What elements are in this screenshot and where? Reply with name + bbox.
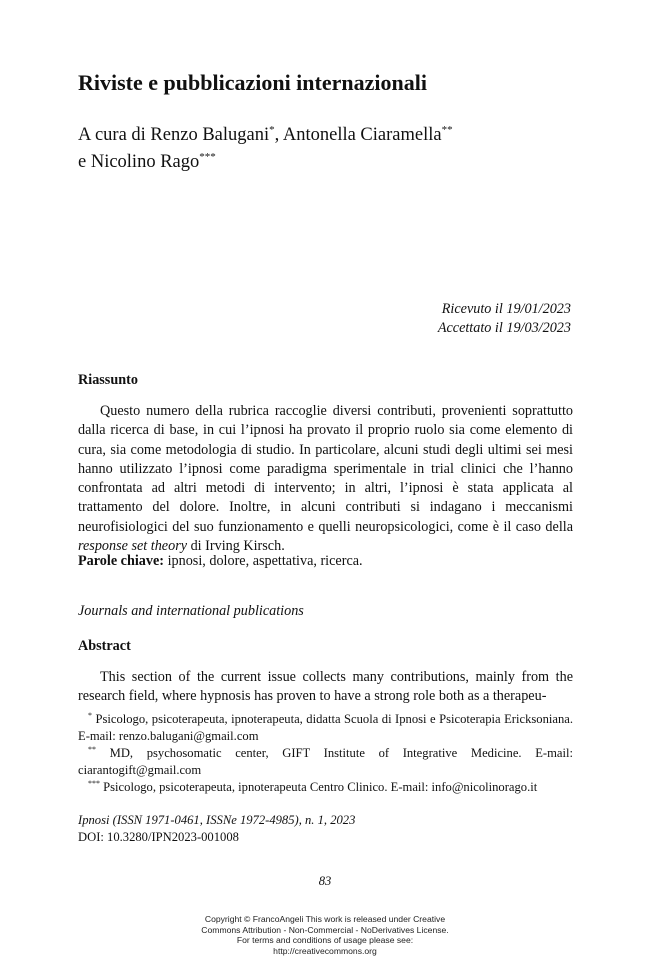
- journal-citation: Ipnosi (ISSN 1971-0461, ISSNe 1972-4985), n. 1, 2023: [78, 813, 356, 827]
- page-number: 83: [318, 874, 332, 888]
- footnote-2: [78, 745, 573, 779]
- license-link[interactable]: http://creativecommons.org: [273, 945, 377, 956]
- author-antonella-ciaramella: , Antonella Ciaramella: [274, 125, 442, 145]
- footnote-3-mark: ***: [88, 779, 100, 788]
- riassunto-text-end: di Irving Kirsch.: [187, 538, 285, 555]
- riassunto-text: Questo numero della rubrica raccoglie diversi contributi, provenienti soprattutto dalla ricerca di base, in cui l’ipnosi ha provato il proprio ruolo sia come elemento di cura, sia come metodologia di studio. In particolare, alcuni studi degli ultimi sei mesi hanno utilizzato l’ipnosi come paradigma sperimentale in trial clinici che l’hanno confrontata ad altri metodi di intervento; in altri, l’ipnosi è stata applicata al trattamento del dolore. Inoltre, in alcuni contributi si indagano i meccanismi neurofisiologici del suo funzionamento e quelli neuropsicologici, come è il caso della: [78, 403, 573, 535]
- license-notice: [0, 914, 650, 956]
- keywords-label: Parole chiave:: [78, 553, 165, 569]
- footnote-1-text: Psicologo, psicoterapeuta, ipnoterapeuta, didatta Scuola di Ipnosi e Psicoterapia Ericksoniana. E-mail: renzo.balugani@gmail.com: [78, 712, 573, 743]
- license-line-2: Commons Attribution - Non-Commercial - NoDerivatives License.: [201, 924, 449, 935]
- license-line-1: Copyright © FrancoAngeli This work is released under Creative: [204, 914, 446, 924]
- keywords-line: [78, 552, 573, 571]
- footnote-mark-1: *: [269, 124, 275, 136]
- footnote-2-mark: **: [88, 745, 96, 754]
- accepted-date: Accettato il 19/03/2023: [437, 320, 571, 336]
- footnote-1-mark: *: [88, 711, 92, 720]
- received-date: Ricevuto il 19/01/2023: [441, 301, 571, 317]
- footnotes: [78, 711, 573, 796]
- author-list: [78, 122, 598, 176]
- footnote-mark-2: **: [441, 124, 453, 136]
- riassunto-paragraph: [78, 402, 573, 556]
- footnote-2-text: MD, psychosomatic center, GIFT Institute of Integrative Medicine. E-mail: ciarantogift@gmail.com: [78, 746, 573, 777]
- license-line-3: For terms and conditions of usage please see:: [236, 935, 414, 946]
- abstract-paragraph: This section of the current issue collects many contributions, mainly from the research field, where hypnosis has proven to have a strong role both as a therapeu-: [78, 669, 573, 705]
- keywords-text: ipnosi, dolore, aspettativa, ricerca.: [164, 553, 363, 569]
- article-title: Riviste e pubblicazioni internazionali: [78, 70, 427, 95]
- author-nicolino-rago: e Nicolino Rago: [78, 152, 200, 172]
- riassunto-heading: Riassunto: [78, 372, 138, 388]
- author-renzo-balugani: A cura di Renzo Balugani: [78, 125, 270, 145]
- footnote-3: [78, 779, 573, 796]
- doi: DOI: 10.3280/IPN2023-001008: [78, 830, 239, 844]
- footnote-3-text: Psicologo, psicoterapeuta, ipnoterapeuta Centro Clinico. E-mail: info@nicolinorago.it: [100, 780, 538, 794]
- footnote-1: [78, 711, 573, 745]
- article-dates: [438, 300, 571, 338]
- riassunto-italic-term: response set theory: [78, 538, 188, 555]
- abstract-heading: Abstract: [78, 638, 131, 654]
- journal-info: [78, 812, 355, 846]
- english-title: Journals and international publications: [78, 603, 304, 619]
- footnote-mark-3: ***: [199, 151, 216, 163]
